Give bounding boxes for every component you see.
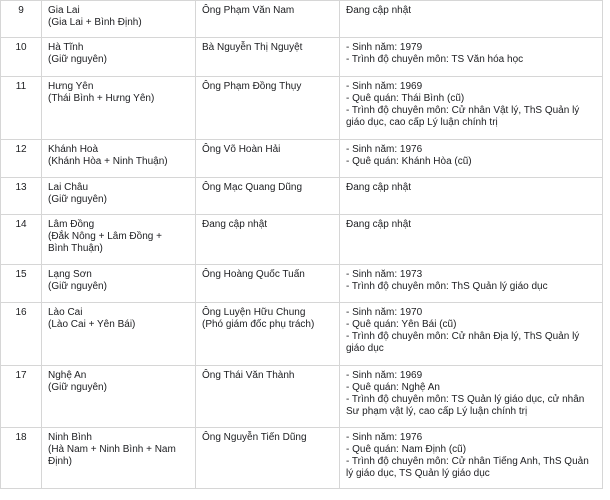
info-line: Đang cập nhật bbox=[346, 219, 412, 230]
director-line: Đang cập nhật bbox=[202, 219, 268, 230]
table-row bbox=[1, 303, 603, 366]
info-line: - Quê quán: Nam Định (cũ) bbox=[346, 444, 467, 455]
director-line: Ông Phạm Văn Nam bbox=[202, 5, 295, 16]
info-line: - Trình độ chuyên môn: Cử nhân Tiếng Anh, ThS Quản bbox=[346, 456, 589, 467]
province-cell bbox=[42, 215, 196, 265]
province-line: (Giữ nguyên) bbox=[48, 54, 107, 65]
info-line: - Sinh năm: 1970 bbox=[346, 307, 423, 318]
info-cell bbox=[340, 38, 603, 77]
director-cell bbox=[196, 38, 340, 77]
info-cell bbox=[340, 303, 603, 366]
info-line: - Quê quán: Khánh Hòa (cũ) bbox=[346, 156, 472, 167]
info-cell bbox=[340, 77, 603, 140]
director-cell bbox=[196, 303, 340, 366]
director-cell bbox=[196, 265, 340, 303]
province-line: Khánh Hoà bbox=[48, 144, 99, 155]
province-line: Gia Lai bbox=[48, 5, 80, 16]
director-cell bbox=[196, 140, 340, 178]
province-line: (Giữ nguyên) bbox=[48, 194, 107, 205]
info-line: - Trình độ chuyên môn: Cử nhân Địa lý, ThS Quản lý bbox=[346, 331, 580, 342]
row-number: 10 bbox=[1, 38, 42, 77]
info-cell bbox=[340, 366, 603, 428]
table-row bbox=[1, 215, 603, 265]
province-line: Định) bbox=[48, 456, 72, 467]
director-line: Ông Võ Hoàn Hải bbox=[202, 144, 281, 155]
table-row bbox=[1, 140, 603, 178]
director-line: Ông Thái Văn Thành bbox=[202, 370, 295, 381]
row-number: 13 bbox=[1, 178, 42, 215]
director-cell bbox=[196, 1, 340, 38]
table-row bbox=[1, 77, 603, 140]
province-cell bbox=[42, 303, 196, 366]
province-line: (Hà Nam + Ninh Bình + Nam bbox=[48, 444, 176, 455]
table-body bbox=[1, 1, 603, 489]
table-row bbox=[1, 38, 603, 77]
info-line: - Sinh năm: 1979 bbox=[346, 42, 423, 53]
table-row bbox=[1, 366, 603, 428]
table-row bbox=[1, 265, 603, 303]
table-row bbox=[1, 1, 603, 38]
info-line: - Trình độ chuyên môn: TS Quản lý giáo dục, cử nhân bbox=[346, 394, 585, 405]
province-cell bbox=[42, 140, 196, 178]
info-line: - Quê quán: Yên Bái (cũ) bbox=[346, 319, 457, 330]
province-line: Lai Châu bbox=[48, 182, 89, 193]
info-line: Đang cập nhật bbox=[346, 5, 412, 16]
province-line: (Lào Cai + Yên Bái) bbox=[48, 319, 136, 330]
row-number: 9 bbox=[1, 1, 42, 38]
info-cell bbox=[340, 428, 603, 489]
info-line: giáo dục, cao cấp Lý luận chính trị bbox=[346, 117, 498, 128]
row-number: 15 bbox=[1, 265, 42, 303]
province-line: Bình Thuận) bbox=[48, 243, 103, 254]
info-line: Đang cập nhật bbox=[346, 182, 412, 193]
info-line: - Quê quán: Thái Bình (cũ) bbox=[346, 93, 465, 104]
director-line: Ông Hoàng Quốc Tuấn bbox=[202, 269, 305, 280]
director-line: Ông Phạm Đồng Thụy bbox=[202, 81, 302, 92]
director-cell bbox=[196, 77, 340, 140]
info-line: - Sinh năm: 1969 bbox=[346, 81, 423, 92]
row-number: 14 bbox=[1, 215, 42, 265]
province-cell bbox=[42, 265, 196, 303]
province-cell bbox=[42, 38, 196, 77]
province-line: Ninh Bình bbox=[48, 432, 92, 443]
info-line: - Sinh năm: 1973 bbox=[346, 269, 423, 280]
info-line: - Trình độ chuyên môn: TS Văn hóa học bbox=[346, 54, 524, 65]
director-cell bbox=[196, 366, 340, 428]
table-row bbox=[1, 428, 603, 489]
info-cell bbox=[340, 1, 603, 38]
info-line: - Trình độ chuyên môn: ThS Quản lý giáo dục bbox=[346, 281, 548, 292]
director-cell bbox=[196, 178, 340, 215]
province-line: (Đắk Nông + Lâm Đồng + bbox=[48, 231, 162, 242]
info-line: - Quê quán: Nghệ An bbox=[346, 382, 440, 393]
province-line: (Thái Bình + Hưng Yên) bbox=[48, 93, 155, 104]
info-line: giáo dục bbox=[346, 343, 384, 354]
row-number: 12 bbox=[1, 140, 42, 178]
province-line: Lào Cai bbox=[48, 307, 83, 318]
info-cell bbox=[340, 215, 603, 265]
province-line: Nghệ An bbox=[48, 370, 87, 381]
info-cell bbox=[340, 140, 603, 178]
province-cell bbox=[42, 178, 196, 215]
province-line: (Gia Lai + Bình Định) bbox=[48, 17, 142, 28]
row-number: 11 bbox=[1, 77, 42, 140]
province-line: (Khánh Hòa + Ninh Thuận) bbox=[48, 156, 168, 167]
province-line: Hưng Yên bbox=[48, 81, 94, 92]
director-line: Ông Nguyễn Tiến Dũng bbox=[202, 432, 307, 443]
director-line: (Phó giám đốc phụ trách) bbox=[202, 319, 315, 330]
info-line: - Sinh năm: 1976 bbox=[346, 432, 423, 443]
director-cell bbox=[196, 215, 340, 265]
province-line: Lạng Sơn bbox=[48, 269, 92, 280]
info-line: - Sinh năm: 1969 bbox=[346, 370, 423, 381]
director-cell bbox=[196, 428, 340, 489]
info-line: lý giáo dục, TS Quản lý giáo dục bbox=[346, 468, 490, 479]
row-number: 16 bbox=[1, 303, 42, 366]
row-number: 17 bbox=[1, 366, 42, 428]
director-line: Bà Nguyễn Thị Nguyệt bbox=[202, 42, 303, 53]
table-row bbox=[1, 178, 603, 215]
info-cell bbox=[340, 265, 603, 303]
info-line: - Sinh năm: 1976 bbox=[346, 144, 423, 155]
province-cell bbox=[42, 366, 196, 428]
province-cell bbox=[42, 1, 196, 38]
row-number: 18 bbox=[1, 428, 42, 489]
info-line: - Trình độ chuyên môn: Cử nhân Vật lý, ThS Quản lý bbox=[346, 105, 580, 116]
province-line: (Giữ nguyên) bbox=[48, 281, 107, 292]
director-line: Ông Luyện Hữu Chung bbox=[202, 307, 306, 318]
province-cell bbox=[42, 428, 196, 489]
info-line: Sư phạm vật lý, cao cấp Lý luận chính trị bbox=[346, 406, 528, 417]
province-line: (Giữ nguyên) bbox=[48, 382, 107, 393]
province-line: Lâm Đồng bbox=[48, 219, 95, 230]
director-line: Ông Mạc Quang Dũng bbox=[202, 182, 303, 193]
province-line: Hà Tĩnh bbox=[48, 42, 84, 53]
info-cell bbox=[340, 178, 603, 215]
province-cell bbox=[42, 77, 196, 140]
